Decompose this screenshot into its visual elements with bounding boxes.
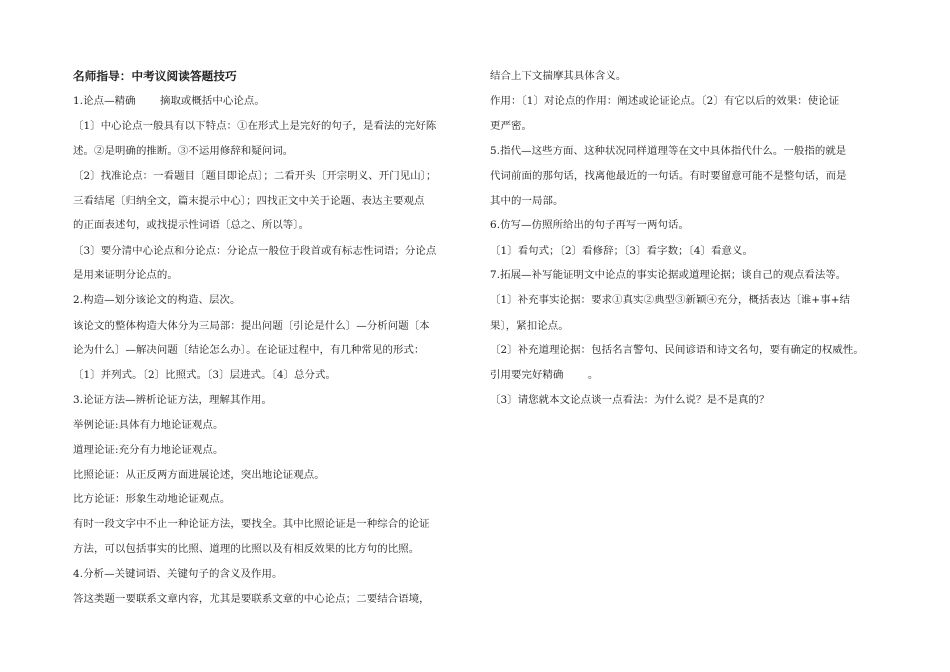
text-line: 述。②是明确的推断。③不运用修辞和疑问词。 [73,145,294,157]
text-line: 论为什么〕—解决问题〔结论怎么办〕。在论证过程中，有几种常见的形式： [73,344,425,356]
text-line: 比照论证：从正反两方面进展论述，突出地论证观点。 [73,469,325,481]
text-line: 道理论证:充分有力地论证观点。 [73,444,224,456]
text-line: 3.论证方法—辨析论证方法，理解其作用。 [73,394,272,406]
text-line: 7.拓展—补写能证明文中论点的事实论据或道理论据；谈自己的观点看法等。 [490,269,847,281]
text-line: 1.论点—精确 摘取或概括中心论点。 [73,95,265,107]
text-line: 6.仿写—仿照所给出的句子再写一两句话。 [490,219,689,231]
text-line: 〔1〕补充事实论据：要求①真实②典型③新颖④充分，概括表达〔谁+事+结 [490,294,851,306]
text-line: 比方论证：形象生动地论证观点。 [73,493,231,505]
text-line: 是用来证明分论点的。 [73,269,178,281]
text-line: 该论文的整体构造大体分为三局部：提出问题〔引论是什么〕—分析问题〔本 [73,320,430,332]
text-line: 结合上下文揣摩其具体含义。 [490,70,627,82]
text-line: 2.构造—划分该论文的构造、层次。 [73,294,241,306]
text-line: 〔3〕请您就本文论点谈一点看法：为什么说？是不是真的？ [490,394,770,406]
text-line: 其中的一局部。 [490,195,564,207]
text-line: 作用：〔1〕对论点的作用：阐述或论证论点。〔2〕有它以后的效果：使论证 [490,95,840,107]
text-line: 〔3〕要分清中心论点和分论点：分论点一般位于段首或有标志性词语；分论点 [73,245,437,257]
text-line: 代词前面的那句话，找离他最近的一句话。有时要留意可能不是整句话，而是 [490,170,847,182]
text-line: 方法，可以包括事实的比照、道理的比照以及有相反效果的比方句的比照。 [73,543,420,555]
text-line: 三看结尾〔归纳全文，篇末提示中心〕；四找正文中关于论题、表达主要观点 [73,195,425,207]
text-line: 更严密。 [490,120,532,132]
text-line: 〔2〕补充道理论据：包括名言警句、民间谚语和诗文名句，要有确定的权威性。 [490,344,864,356]
text-line: 〔2〕找准论点：一看题目〔题目即论点〕；二看开头〔开宗明义、开门见山〕； [73,170,437,182]
text-line: 〔1〕中心论点一般具有以下特点：①在形式上是完好的句子，是看法的完好陈 [73,120,437,132]
text-line: 果〕，紧扣论点。 [490,320,569,332]
text-line: 有时一段文字中不止一种论证方法，要找全。其中比照论证是一种综合的论证 [73,518,430,530]
text-line: 答这类题一要联系文章内容，尤其是要联系文章的中心论点；二要结合语境， [73,593,430,605]
text-line: 引用要完好精确 。 [490,369,599,381]
text-line: 4.分析—关键词语、关键句子的含义及作用。 [73,568,283,580]
text-line: 的正面表述句，或找提示性词语〔总之、所以等〕。 [73,219,310,231]
text-line: 5.指代—这些方面、这种状况同样道理等在文中具体指代什么。一般指的就是 [490,145,847,157]
text-line: 〔1〕看句式；〔2〕看修辞；〔3〕看字数；〔4〕看意义。 [490,245,754,257]
text-line: 举例论证:具体有力地论证观点。 [73,419,224,431]
document-title: 名师指导：中考议阅读答题技巧 [73,69,237,83]
text-line: 〔1〕并列式。〔2〕比照式。〔3〕层进式。〔4〕总分式。 [73,369,337,381]
